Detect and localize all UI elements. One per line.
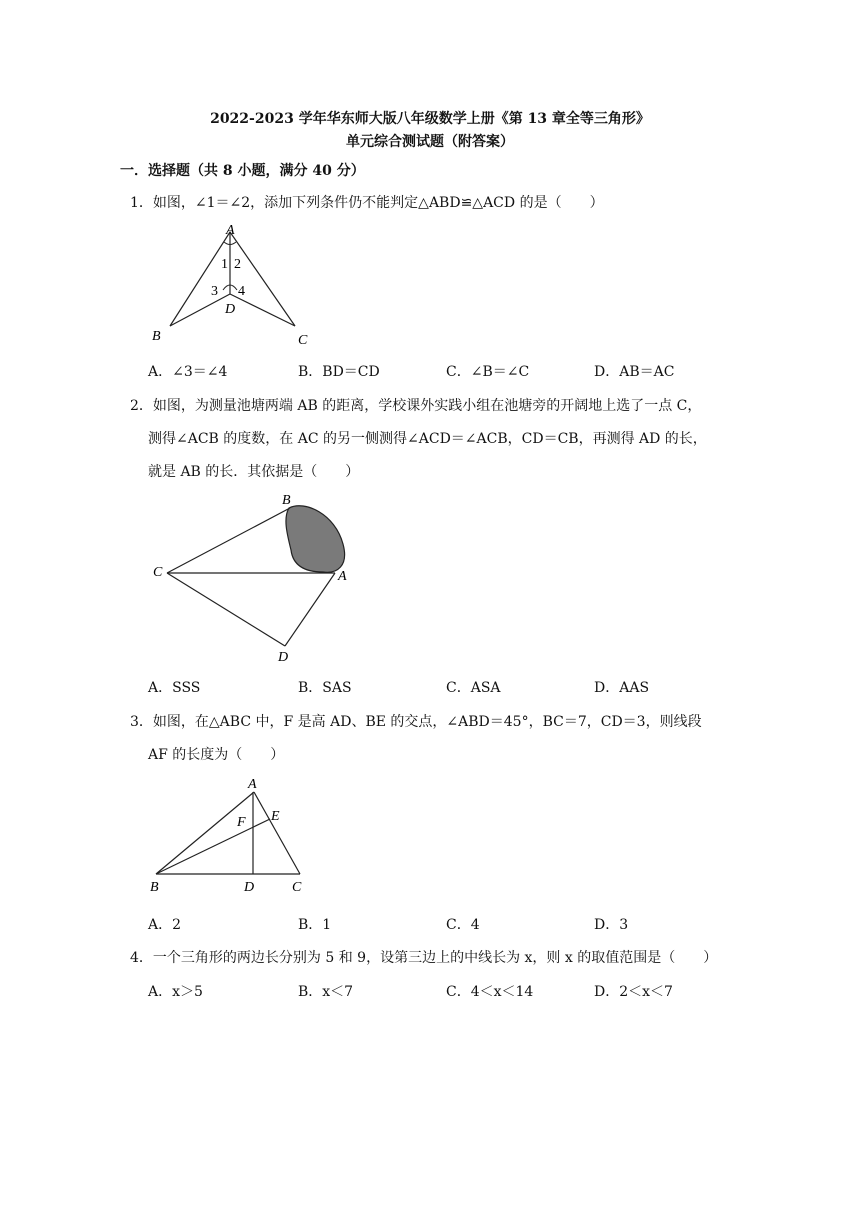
q3-option-b[interactable]: B．1 bbox=[298, 917, 332, 933]
fig3-label-a: A bbox=[248, 777, 257, 792]
q1-option-c[interactable]: C．∠B＝∠C bbox=[446, 364, 530, 380]
fig3-label-d: D bbox=[244, 880, 255, 895]
pond-shape bbox=[286, 506, 345, 573]
document-title-line1: 2022-2023 学年华东师大版八年级数学上册《第 13 章全等三角形》 bbox=[210, 111, 650, 127]
fig1-label-a: A bbox=[226, 223, 235, 238]
fig1-label-3: 3 bbox=[211, 284, 218, 299]
q3-option-d[interactable]: D．3 bbox=[594, 917, 629, 933]
document-title-line2: 单元综合测试题（附答案） bbox=[346, 134, 514, 150]
q4-option-a[interactable]: A．x＞5 bbox=[148, 984, 203, 1000]
question-1-figure bbox=[140, 218, 320, 350]
question-4-text: 4．一个三角形的两边长分别为 5 和 9，设第三边上的中线长为 x，则 x 的取值范围是（ ） bbox=[130, 950, 718, 966]
q2-option-c[interactable]: C．ASA bbox=[446, 680, 501, 696]
q4-option-c[interactable]: C．4＜x＜14 bbox=[446, 984, 534, 1000]
question-2-line-2: 测得∠ACB 的度数，在 AC 的另一侧测得∠ACD＝∠ACB，CD＝CB，再测得 AD 的长， bbox=[148, 431, 707, 447]
question-2-line-1: 2．如图，为测量池塘两端 AB 的距离，学校课外实践小组在池塘旁的开阔地上选了一点 C， bbox=[130, 398, 702, 414]
q3-option-c[interactable]: C．4 bbox=[446, 917, 480, 933]
fig1-label-b: B bbox=[152, 329, 161, 344]
fig3-label-f: F bbox=[237, 815, 246, 830]
fig1-label-2: 2 bbox=[234, 257, 241, 272]
q3-option-a[interactable]: A．2 bbox=[148, 917, 182, 933]
fig1-label-d: D bbox=[225, 302, 236, 317]
fig3-label-e: E bbox=[271, 809, 280, 824]
fig2-label-b: B bbox=[282, 493, 291, 508]
q1-option-a[interactable]: A．∠3＝∠4 bbox=[148, 364, 228, 380]
question-3-figure bbox=[140, 772, 340, 900]
q4-option-d[interactable]: D．2＜x＜7 bbox=[594, 984, 673, 1000]
q2-option-b[interactable]: B．SAS bbox=[298, 680, 352, 696]
fig2-label-c: C bbox=[153, 565, 163, 580]
question-3-line-1: 3．如图，在△ABC 中，F 是高 AD、BE 的交点，∠ABD＝45°，BC＝7，CD＝3，则线段 bbox=[130, 714, 702, 730]
fig1-label-c: C bbox=[298, 333, 308, 348]
fig3-label-c: C bbox=[292, 880, 302, 895]
q4-option-b[interactable]: B．x＜7 bbox=[298, 984, 354, 1000]
q2-option-d[interactable]: D．AAS bbox=[594, 680, 650, 696]
section-heading: 一．选择题（共 8 小题，满分 40 分） bbox=[120, 163, 365, 179]
fig3-label-b: B bbox=[150, 880, 159, 895]
question-1-text: 1．如图，∠1＝∠2，添加下列条件仍不能判定△ABD≌△ACD 的是（ ） bbox=[130, 195, 604, 211]
q1-option-d[interactable]: D．AB＝AC bbox=[594, 364, 675, 380]
q1-option-b[interactable]: B．BD＝CD bbox=[298, 364, 380, 380]
question-2-line-3: 就是 AB 的长．其依据是（ ） bbox=[148, 464, 360, 480]
fig2-label-d: D bbox=[278, 650, 289, 665]
fig1-label-1: 1 bbox=[221, 257, 228, 272]
question-2-figure bbox=[145, 488, 365, 668]
q2-option-a[interactable]: A．SSS bbox=[148, 680, 201, 696]
question-3-line-2: AF 的长度为（ ） bbox=[148, 747, 285, 763]
fig1-label-4: 4 bbox=[238, 284, 245, 299]
fig2-label-a: A bbox=[338, 569, 347, 584]
